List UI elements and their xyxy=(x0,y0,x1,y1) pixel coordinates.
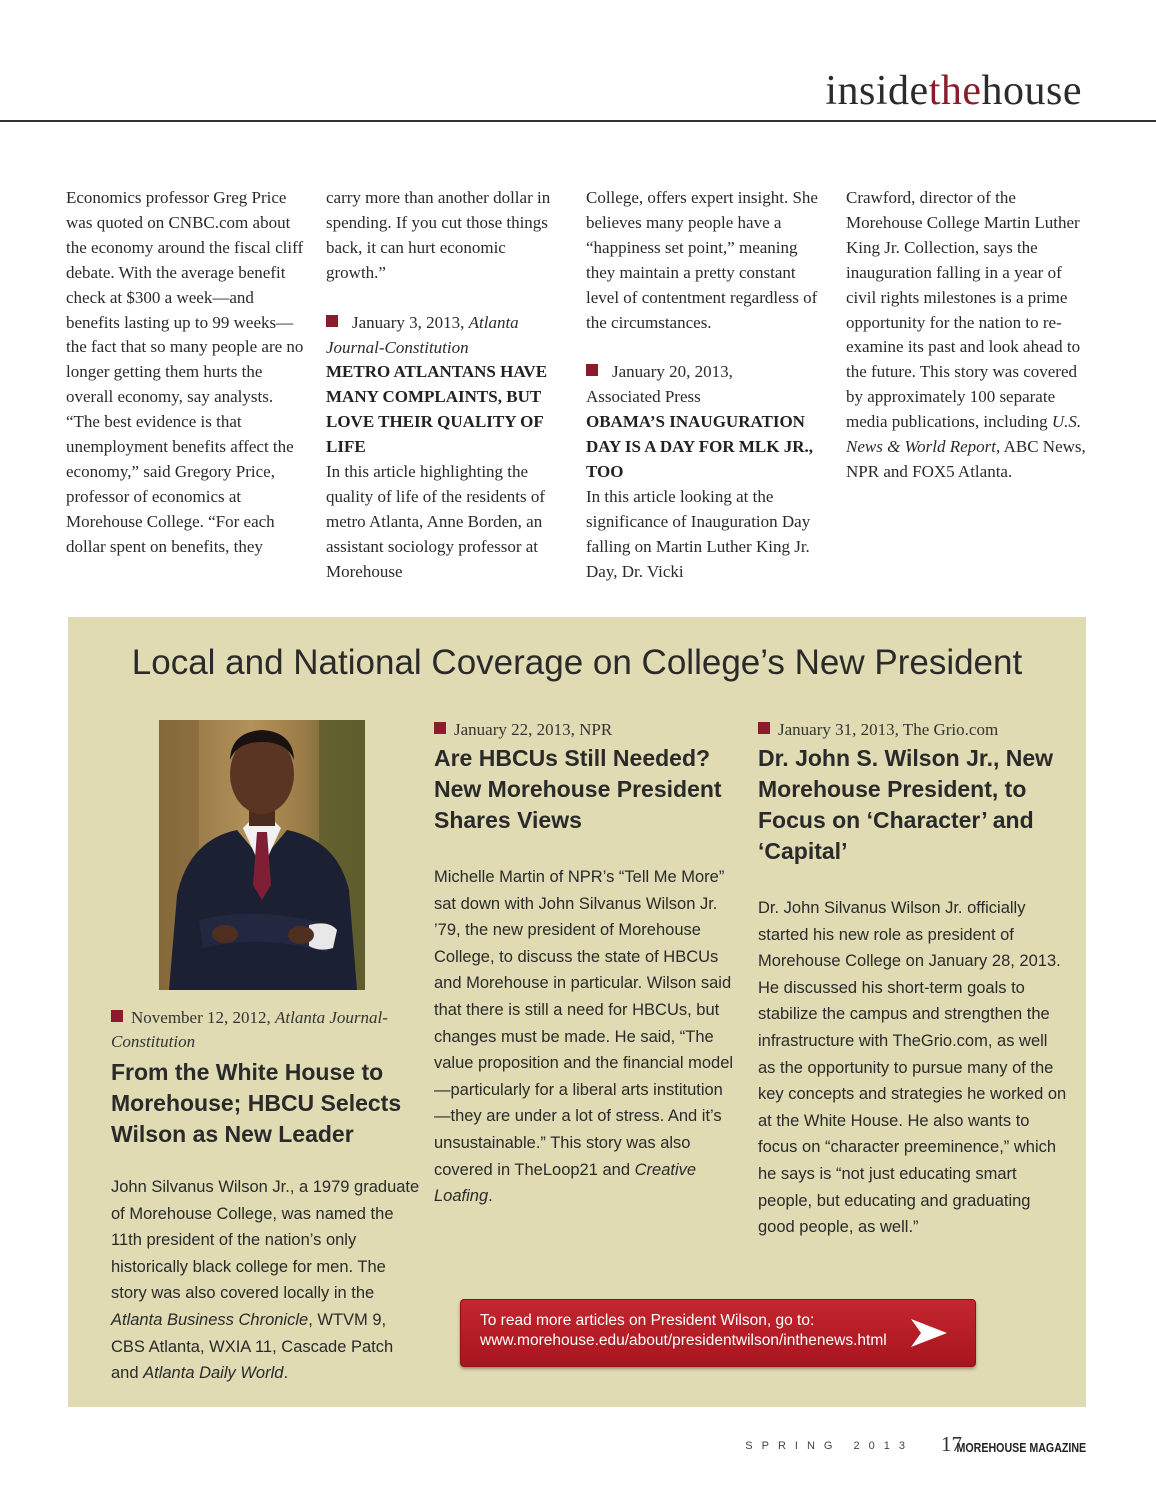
coverage-item-npr xyxy=(434,718,734,1210)
ajc-article-text: In this article highlighting the quality of life of the residents of metro Atlanta, Anne Borden, an assistant sociology professor at Morehouse xyxy=(326,462,546,581)
section-title-the: the xyxy=(928,68,982,114)
bullet-square-icon xyxy=(326,315,338,327)
bullet-square-icon xyxy=(434,722,446,734)
read-more-text[interactable] xyxy=(480,1311,887,1351)
president-coverage-box xyxy=(68,617,1086,1407)
item-body: John Silvanus Wilson Jr., a 1979 graduate of Morehouse College, was named the 11th president of the nation’s only historically black college for men. The story was also covered locally in the Atlanta Business Chronicle, WTVM 9, CBS Atlanta, WXIA 11, Cascade Patch and Atlanta Daily World. xyxy=(111,1178,420,1383)
coverage-item-ajc xyxy=(111,1006,421,1387)
read-more-url[interactable]: www.morehouse.edu/about/presidentwilson/inthenews.html xyxy=(480,1332,887,1349)
column-3 xyxy=(586,186,826,585)
cnbc-article-text: Economics professor Greg Price was quoted on CNBC.com about the economy around the fiscal cliff debate. With the average benefit check at $300 a week—and benefits lasting up to 99 weeks—the fact that so many people are no longer getting them hurts the overall economy, say analysts. “The best evidence is that unemployment benefits affect the economy,” said Gregory Price, professor of economics at Morehouse College. “For each dollar spent on benefits, they xyxy=(66,188,304,556)
president-portrait-image xyxy=(159,720,365,990)
section-title-house: house xyxy=(981,68,1082,114)
column-4 xyxy=(846,186,1086,485)
arrow-right-icon[interactable] xyxy=(909,1316,949,1350)
ap-article-continued: Crawford, director of the Morehouse College Martin Luther King Jr. Collection, says the inauguration falling in a year of civil rights milestones is a prime opportunity for the nation to re-examine its past and look ahead to the future. This story was covered by approximately 100 separate media publications, including U.S. News & World Report, ABC News, NPR and FOX5 Atlanta. xyxy=(846,188,1086,481)
header-rule xyxy=(0,120,1156,122)
item-headline: Are HBCUs Still Needed? New Morehouse President Shares Views xyxy=(434,745,722,833)
item-dateline: January 22, 2013, NPR xyxy=(434,718,734,742)
news-columns xyxy=(66,186,1086,596)
section-title xyxy=(825,66,1082,116)
item-body: Dr. John Silvanus Wilson Jr. officially started his new role as president of Morehouse College on January 28, 2013. He discussed his short-term goals to stabilize the campus and strengthen the infrastructure with TheGrio.com, as well as the opportunity to pursue many of the key concepts and strategies he worked on at the White House. He also wants to focus on “character preeminence,” which he says is “not just educating smart people, but educating and graduating good people, as well.” xyxy=(758,899,1067,1237)
feature-title: Local and National Coverage on College’s New President xyxy=(131,643,1023,682)
item-dateline: January 31, 2013, The Grio.com xyxy=(758,718,1068,742)
ajc-dateline: January 3, 2013, Atlanta Journal-Constitution xyxy=(326,312,519,357)
item-headline: From the White House to Morehouse; HBCU Selects Wilson as New Leader xyxy=(111,1059,402,1147)
item-headline: Dr. John S. Wilson Jr., New Morehouse President, to Focus on ‘Character’ and ‘Capital’ xyxy=(758,745,1054,864)
bullet-square-icon xyxy=(586,364,598,376)
bullet-square-icon xyxy=(758,722,770,734)
section-title-inside: inside xyxy=(825,68,929,114)
president-photo xyxy=(159,720,365,990)
column-2 xyxy=(326,186,566,585)
read-more-link-button[interactable] xyxy=(460,1299,976,1367)
item-body: Michelle Martin of NPR’s “Tell Me More” sat down with John Silvanus Wilson Jr. ’79, the new president of Morehouse College, to discuss the state of HBCUs and Morehouse in particular. Wilson said that there is still a need for HBCUs, but changes must be made. He said, “The value proposition and the financial model—particularly for a liberal arts institution—they are under a lot of stress. And it’s unsustainable.” This story was also covered in TheLoop21 and Creative Loafing. xyxy=(434,868,734,1206)
read-more-label: To read more articles on President Wilson, go to: xyxy=(480,1312,815,1329)
ap-dateline: January 20, 2013, Associated Press xyxy=(586,362,733,407)
footer-season: SPRING 2013 xyxy=(745,1440,914,1452)
ajc-headline: METRO ATLANTANS HAVE MANY COMPLAINTS, BUT LOVE THEIR QUALITY OF LIFE xyxy=(326,362,548,457)
magazine-name: MOREHOUSE MAGAZINE xyxy=(956,1440,1086,1455)
item-dateline: November 12, 2012, Atlanta Journal-Constitution xyxy=(111,1008,388,1051)
page-number: 17 xyxy=(941,1432,962,1456)
ap-article-text: In this article looking at the significance of Inauguration Day falling on Martin Luther King Jr. Day, Dr. Vicki xyxy=(586,486,811,581)
coverage-item-thegrio xyxy=(758,718,1068,1241)
cnbc-article-continued: carry more than another dollar in spending. If you cut those things back, it can hurt economic growth.” xyxy=(326,188,551,282)
ap-headline: OBAMA’S INAUGURATION DAY IS A DAY FOR MLK JR., TOO xyxy=(586,412,814,482)
bullet-square-icon xyxy=(111,1010,123,1022)
ajc-article-continued: College, offers expert insight. She believes many people have a “happiness set point,” meaning they maintain a pretty constant level of contentment regardless of the circumstances. xyxy=(586,188,818,332)
column-1 xyxy=(66,186,306,560)
